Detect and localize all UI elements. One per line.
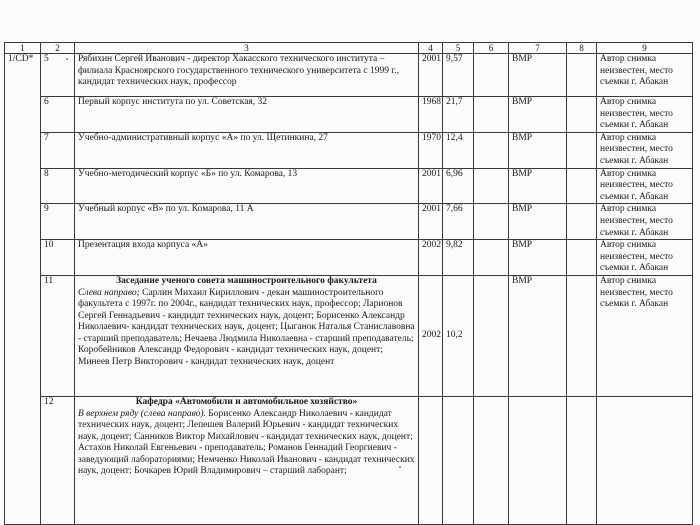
empty-cell xyxy=(567,132,597,168)
empty-cell xyxy=(567,97,597,133)
empty-cell xyxy=(474,275,509,396)
header-row xyxy=(5,43,693,54)
scan-speck xyxy=(66,58,68,60)
empty-cell xyxy=(474,97,509,133)
item-title: Заседание ученого совета машиностроительного факультета xyxy=(116,275,377,286)
item-note: Автор снимка неизвестен, место съемки г. Абакан xyxy=(597,132,693,168)
item-number: 7 xyxy=(41,132,75,168)
item-text: Борисенко Александр Николаевич - кандидат технических наук, доцент; Лепешев Валерий Юрьевич - кандидат технических наук, доцент; Санников Виктор Михайлович - кандидат технических наук, доцент; Астахов Николай Евгеньевич - преподаватель; Романов Геннадий Георгиевич - заведующий лабораториями; Немченко Николай Иванович - кандидат технических наук, доцент; Бочкарев Юрий Владимирович – старший лаборант; xyxy=(78,408,415,477)
table-row xyxy=(5,396,693,524)
item-number: 11 xyxy=(41,275,75,396)
header-cell: 1 xyxy=(5,43,41,54)
item-format: ВМР xyxy=(509,204,567,240)
empty-cell xyxy=(474,396,509,524)
empty-cell xyxy=(419,396,443,524)
item-format: ВМР xyxy=(509,54,567,97)
empty-cell xyxy=(443,396,474,524)
header-cell: 3 xyxy=(75,43,419,54)
disc-id-cell: 1/CD* xyxy=(5,54,41,525)
item-format: ВМР xyxy=(509,132,567,168)
item-size: 10,2 xyxy=(443,275,474,396)
header-cell: 6 xyxy=(474,43,509,54)
item-number: 10 xyxy=(41,240,75,276)
header-cell: 7 xyxy=(509,43,567,54)
item-description xyxy=(75,396,419,524)
table-row xyxy=(5,204,693,240)
item-size: 9,82 xyxy=(443,240,474,276)
table-row xyxy=(5,240,693,276)
scan-speck xyxy=(399,466,401,468)
item-description: Первый корпус института по ул. Советская, 32 xyxy=(75,97,419,133)
item-number: 12 xyxy=(41,396,75,524)
empty-cell xyxy=(474,240,509,276)
table-row xyxy=(5,97,693,133)
item-note: Автор снимка неизвестен, место съемки г. Абакан xyxy=(597,204,693,240)
item-year: 2001 xyxy=(419,168,443,204)
item-size: 12,4 xyxy=(443,132,474,168)
header-cell: 5 xyxy=(443,43,474,54)
item-note: Автор снимка неизвестен, место съемки г. Абакан xyxy=(597,54,693,97)
empty-cell xyxy=(597,396,693,524)
item-number: 6 xyxy=(41,97,75,133)
table-row xyxy=(5,54,693,97)
item-format: ВМР xyxy=(509,97,567,133)
header-cell: 8 xyxy=(567,43,597,54)
empty-cell xyxy=(474,168,509,204)
empty-cell xyxy=(509,396,567,524)
item-number: 8 xyxy=(41,168,75,204)
header-cell: 2 xyxy=(41,43,75,54)
item-note: Автор снимка неизвестен, место съемки г. Абакан xyxy=(597,240,693,276)
catalog-table xyxy=(4,42,693,525)
item-description: Учебный корпус «В» по ул. Комарова, 11 А xyxy=(75,204,419,240)
header-cell: 4 xyxy=(419,43,443,54)
empty-cell xyxy=(567,204,597,240)
item-size: 21,7 xyxy=(443,97,474,133)
item-description: Учебно-административный корпус «А» по ул. Щетинкина, 27 xyxy=(75,132,419,168)
item-year: 2002 xyxy=(419,240,443,276)
item-text: Сарлин Михаил Кириллович - декан машиностроительного факультета с 1997г. по 2004г., кандидат технических наук, профессор; Ларионов Сергей Геннадьевич - кандидат технических наук, доцент; Борисенко Александр Николаевич- кандидат технических наук, доцент; Цыганок Наталья Станиславовна - старший преподаватель; Нечаева Людмила Николаевна - старший преподаватель; Коробейников Александр Федорович - кандидат технических наук, доцент; Минеев Петр Викторович - кандидат технических наук, доцент xyxy=(78,287,415,368)
item-lead: Слева направо; xyxy=(78,287,140,298)
item-year: 1970 xyxy=(419,132,443,168)
table-row xyxy=(5,132,693,168)
empty-cell xyxy=(567,275,597,396)
item-title: Кафедра «Автомобили и автомобильное хозяйство» xyxy=(135,396,358,407)
item-note: Автор снимка неизвестен, место съемки г. Абакан xyxy=(597,168,693,204)
item-description xyxy=(75,275,419,396)
empty-cell xyxy=(567,168,597,204)
item-number: 5 xyxy=(41,54,75,97)
item-year: 2001 xyxy=(419,54,443,97)
item-year: 1968 xyxy=(419,97,443,133)
item-format: ВМР xyxy=(509,168,567,204)
empty-cell xyxy=(474,54,509,97)
item-size: 6,96 xyxy=(443,168,474,204)
item-size: 7,66 xyxy=(443,204,474,240)
item-note: Автор снимка неизвестен, место съемки г. Абакан xyxy=(597,97,693,133)
item-format: ВМР xyxy=(509,275,567,396)
empty-cell xyxy=(567,240,597,276)
item-description: Учебно-методический корпус «Б» по ул. Комарова, 13 xyxy=(75,168,419,204)
item-description: Рябихин Сергей Иванович - директор Хакасского технического института – филиала Красноярского государственного технического университета с 1999 г., кандидат технических наук, профессор xyxy=(75,54,419,97)
empty-cell xyxy=(474,204,509,240)
item-description: Презентация входа корпуса «А» xyxy=(75,240,419,276)
table-row xyxy=(5,275,693,396)
item-number: 9 xyxy=(41,204,75,240)
item-format: ВМР xyxy=(509,240,567,276)
item-year: 2002 xyxy=(419,275,443,396)
item-note: Автор снимка неизвестен, место съемки г. Абакан xyxy=(597,275,693,396)
empty-cell xyxy=(474,132,509,168)
header-cell: 9 xyxy=(597,43,693,54)
empty-cell xyxy=(567,54,597,97)
item-lead: В верхнем ряду (слева направо). xyxy=(78,408,206,419)
item-year: 2001 xyxy=(419,204,443,240)
empty-cell xyxy=(567,396,597,524)
table-row xyxy=(5,168,693,204)
item-size: 9,57 xyxy=(443,54,474,97)
